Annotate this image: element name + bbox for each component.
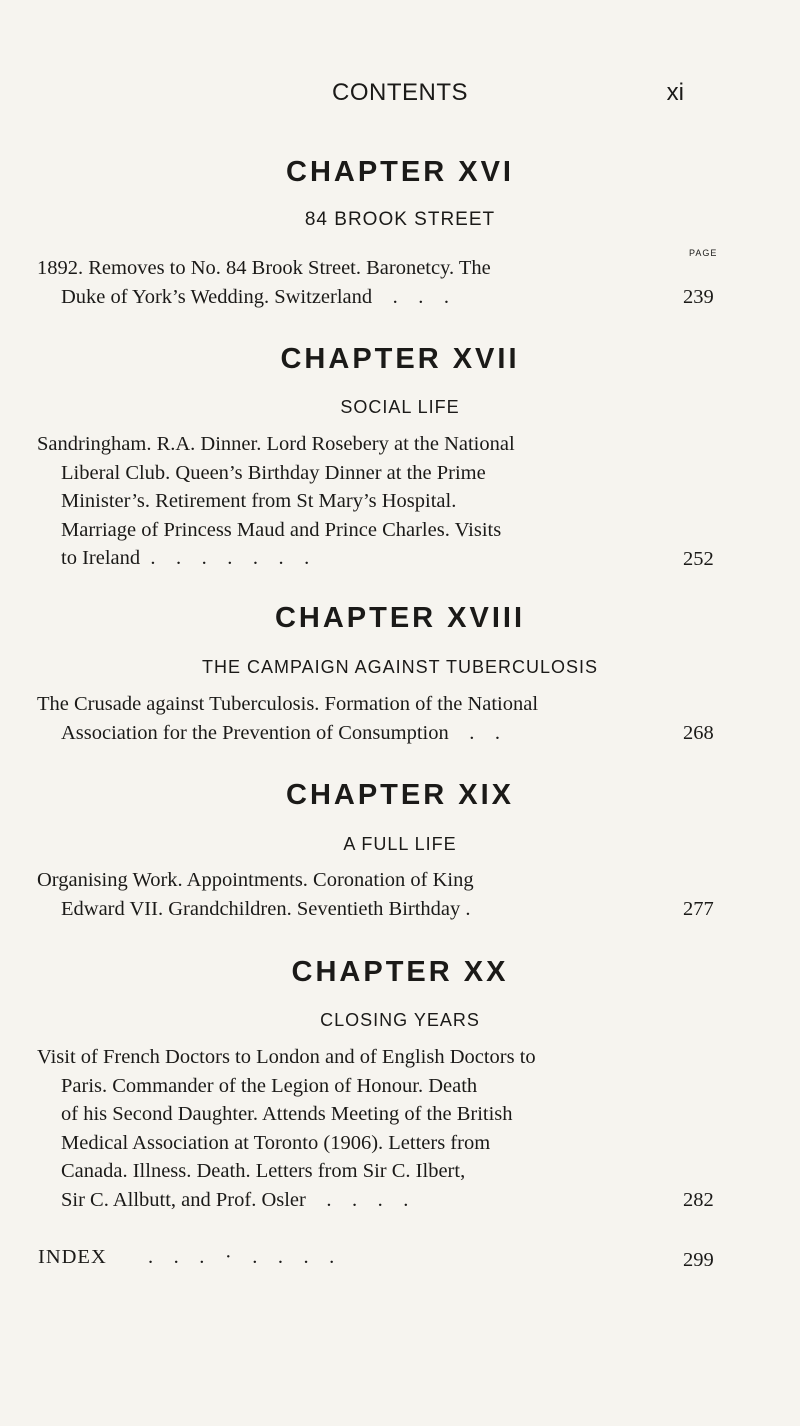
chapter-16 <box>0 154 800 190</box>
page-number: 252 <box>683 548 714 570</box>
index-page-number: 299 <box>683 1249 714 1271</box>
chapter-16-summary <box>37 254 677 311</box>
chapter-heading: CHAPTER XVIII <box>274 602 526 634</box>
summary-line: of his Second Daughter. Attends Meeting of the British <box>61 1103 513 1126</box>
chapter-19-subtitle-row <box>0 832 800 856</box>
chapter-18-subtitle-row <box>0 655 800 679</box>
summary-line: Marriage of Princess Maud and Prince Charles. Visits <box>61 518 502 541</box>
summary-line: Canada. Illness. Death. Letters from Sir C. Ilbert, <box>61 1160 466 1183</box>
page-number: 268 <box>683 722 714 744</box>
summary-line: Minister’s. Retirement from St Mary’s Hospital. <box>61 490 457 513</box>
summary-line: Paris. Commander of the Legion of Honour. Death <box>61 1074 478 1097</box>
chapter-subtitle: THE CAMPAIGN AGAINST TUBERCULOSIS <box>201 657 599 677</box>
index-label: INDEX <box>38 1246 107 1268</box>
summary-line: Visit of French Doctors to London and of English Doctors to <box>37 1046 536 1068</box>
summary-line: Medical Association at Toronto (1906). Letters from <box>61 1131 491 1154</box>
chapter-18 <box>0 600 800 636</box>
summary-line: Liberal Club. Queen’s Birthday Dinner at the Prime <box>61 461 486 484</box>
folio-number: xi <box>666 79 684 106</box>
summary-line: Association for the Prevention of Consumption . . <box>61 721 500 744</box>
chapter-19-summary <box>37 866 677 923</box>
chapter-20-subtitle-row <box>0 1008 800 1032</box>
summary-line: 1892. Removes to No. 84 Brook Street. Baronetcy. The <box>37 257 491 279</box>
page-number: 277 <box>683 898 714 920</box>
page-number: 282 <box>683 1189 714 1211</box>
chapter-subtitle: CLOSING YEARS <box>320 1010 480 1030</box>
index-leader-dots: . . . · . . . . <box>148 1246 335 1268</box>
page-column-label: PAGE <box>689 248 718 258</box>
chapter-subtitle: SOCIAL LIFE <box>340 397 460 417</box>
chapter-heading: CHAPTER XVII <box>280 343 520 375</box>
chapter-20 <box>0 954 800 990</box>
running-head <box>0 75 800 111</box>
summary-line: Sandringham. R.A. Dinner. Lord Rosebery at the National <box>37 433 515 455</box>
running-title: CONTENTS <box>332 79 468 106</box>
chapter-heading: CHAPTER XVI <box>286 156 514 188</box>
chapter-16-subtitle-row <box>0 208 800 232</box>
summary-line: Sir C. Allbutt, and Prof. Osler . . . . <box>61 1188 409 1211</box>
summary-line: to Ireland . . . . . . . <box>61 547 310 570</box>
chapter-subtitle: 84 BROOK STREET <box>304 209 496 230</box>
chapter-17-subtitle-row <box>0 395 800 419</box>
chapter-18-summary <box>37 690 677 747</box>
chapter-19 <box>0 777 800 813</box>
summary-line: Duke of York’s Wedding. Switzerland . . . <box>61 285 450 308</box>
chapter-heading: CHAPTER XX <box>291 956 509 988</box>
chapter-heading: CHAPTER XIX <box>286 779 514 811</box>
summary-line: The Crusade against Tuberculosis. Formation of the National <box>37 693 539 715</box>
chapter-17-summary <box>37 430 677 573</box>
chapter-17 <box>0 341 800 377</box>
summary-line: Organising Work. Appointments. Coronation of King <box>37 869 474 891</box>
summary-line: Edward VII. Grandchildren. Seventieth Birthday . <box>61 897 471 920</box>
chapter-20-summary <box>37 1043 677 1215</box>
page-number: 239 <box>683 286 714 308</box>
chapter-subtitle: A FULL LIFE <box>343 834 457 854</box>
